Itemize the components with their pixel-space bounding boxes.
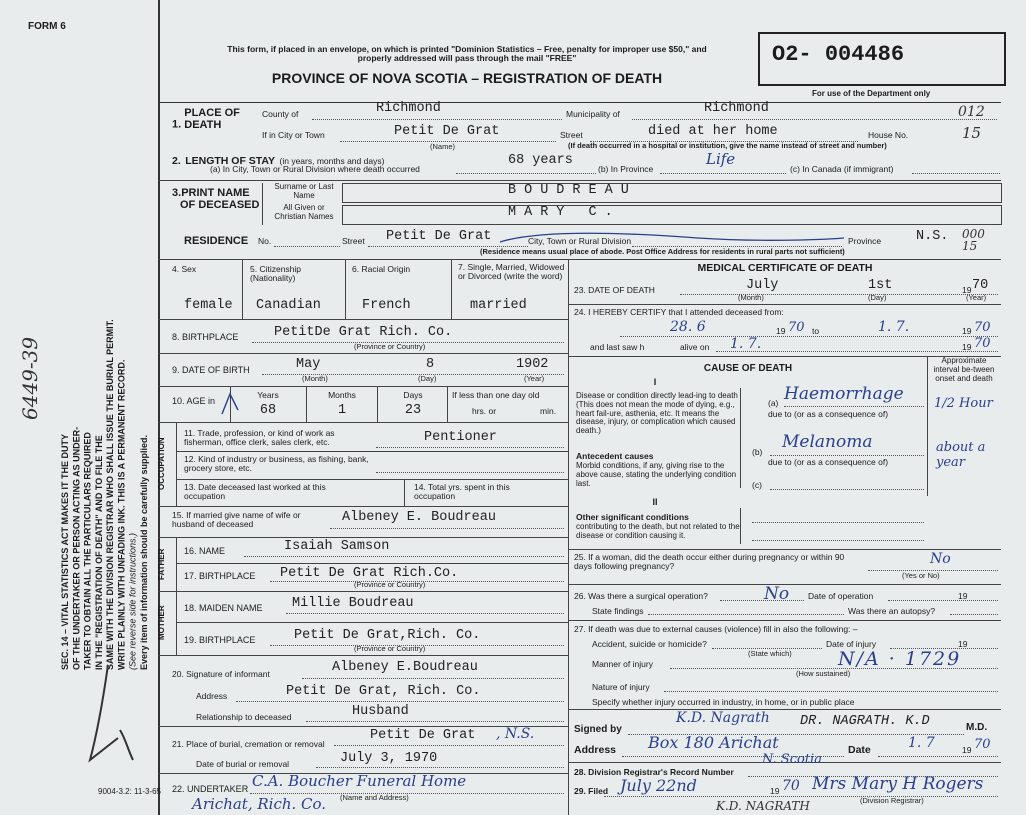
cause-a-value: Haemorrhage (784, 384, 904, 404)
signed-date-value: 1. 7 (908, 735, 935, 751)
occupation-side-label: OCCUPATION (157, 437, 166, 491)
spouse-value: Albeney E. Boudreau (342, 510, 496, 525)
occ-last-worked-label: 13. Date deceased last worked at this occupation (184, 482, 326, 502)
municipality-mark: 012 (958, 104, 985, 120)
city-value: Petit De Grat (394, 124, 500, 139)
informant-address-value: Petit De Grat, Rich. Co. (286, 684, 481, 699)
manner-hand: N/A · 1729 (838, 648, 962, 670)
sex-label: 4. Sex (172, 264, 197, 274)
age-days-value: 23 (404, 403, 422, 418)
undertaker-hand-2: Arichat, Rich. Co. (192, 795, 327, 813)
dob-month: May (296, 357, 321, 372)
relationship-value: Husband (352, 704, 409, 719)
surname-box (342, 183, 1002, 203)
md-label: M.D. (966, 722, 988, 733)
certify-to: 1. 7. (878, 319, 910, 335)
father-side-label: FATHER (157, 548, 166, 580)
racial-origin-value: French (362, 298, 411, 313)
mother-maiden-label: 18. MAIDEN NAME (184, 603, 263, 613)
father-name-value: Isaiah Samson (284, 539, 390, 554)
informant-value: Albeney E.Boudreau (332, 660, 478, 675)
last-saw-label: and last saw h (590, 342, 645, 352)
dob-year: 1902 (516, 357, 549, 372)
dob-year-sub: (Year) (524, 374, 545, 383)
filed-date-hand: July 22nd (620, 776, 697, 795)
informant-address-label: Address (196, 691, 228, 701)
rule-header (158, 102, 1001, 103)
stay-a-value: 68 years (508, 153, 573, 168)
given-names-value: MARY C. (508, 205, 621, 220)
undertaker-hand: C.A. Boucher Funeral Home (252, 772, 467, 790)
city-label: If in City or Town (262, 130, 325, 140)
death-date-year: 70 (972, 278, 989, 293)
citizenship-label: 5. Citizenship (Nationality) (250, 264, 302, 284)
death-date-label: 23. DATE OF DEATH (574, 285, 655, 295)
external-causes-label: 27. If death was due to external causes (violence) fill in also the following: – (574, 624, 858, 634)
age-months-label: Months (328, 390, 356, 400)
signed-address-value: Box 180 Arichat (648, 733, 779, 752)
age-min-label: min. (540, 406, 557, 416)
surname-value: BOUDREAU (508, 183, 637, 198)
age-less-than-day-label: If less than one day old (452, 390, 540, 400)
citizenship-value: Canadian (256, 298, 321, 313)
alive-on-label: alive on (680, 342, 710, 352)
racial-origin-label: 6. Racial Origin (352, 264, 411, 274)
registrar-signature: Mrs Mary H Rogers (812, 774, 984, 794)
form-title: PROVINCE OF NOVA SCOTIA – REGISTRATION OF DEATH (271, 70, 663, 86)
informant-label: 20. Signature of informant (172, 669, 270, 679)
municipality-label: Municipality of (566, 109, 620, 119)
age-hrs-label: hrs. or (472, 406, 497, 416)
side-instructions: SEC. 14 – VITAL STATISTICS ACT MAKES IT THE DUTY OF THE UNDERTAKER OR PERSON ACTING AS UNDER- TAKER TO OBTAIN ALL THE PARTICULARS REQUIRED IN THE "REGISTRATION OF DEATH" AND TO FILE THE SAME WITH THE DIVISION REGISTRAR WHO SHALL ISSUE THE BURIAL PERMIT. WRITE PLAINLY WITH UNFADING INK. THIS IS A PERMANENT RECORD. (See reverse side for instructions.) Every item of information should be carefully supplied. (60, 319, 149, 670)
cause-title: CAUSE OF DEATH (703, 363, 793, 374)
house-value: 15 (962, 124, 982, 142)
residence-province-label: Province (848, 236, 882, 246)
residence-mark: 000 15 (962, 227, 985, 253)
residence-street-value: Petit De Grat (386, 229, 492, 244)
dob-day-sub: (Day) (418, 374, 437, 383)
mother-birthplace-sub: (Province or Country) (354, 644, 426, 653)
marital-value: married (470, 298, 527, 313)
stay-b-value: Life (706, 150, 736, 168)
relationship-label: Relationship to deceased (196, 712, 292, 722)
disease-label: Disease or condition directly lead-ing to death (This does not mean the mode of dying, e.g., heart fail-ure, asthenia, etc. It means the disease, injury, or complication which caused death.) (576, 391, 738, 436)
cause-section-1: I (653, 377, 657, 387)
age-years-label: Years (257, 390, 279, 400)
residence-street-label: Street (342, 236, 365, 246)
given-names-label: All Given or Christian Names (274, 203, 334, 221)
pregnancy-sub: (Yes or No) (902, 571, 940, 580)
cause-a-label: (a) (768, 398, 779, 408)
signed-year-prefix: 19 (962, 745, 972, 755)
signed-address-label: Address (574, 744, 617, 756)
signed-year: 70 (974, 737, 991, 752)
hospital-note: (If death occurred in a hospital or institution, give the name instead of street and number) (568, 141, 887, 150)
postal-note: This form, if placed in an envelope, on which is printed "Dominion Statistics – Free, penalty for improper use $50," and properly addressed will pass through the mail "FREE" (227, 44, 707, 64)
burial-place-hand: , N.S. (496, 726, 535, 742)
stay-a-label: (a) In City, Town or Rural Division where death occurred (210, 164, 420, 174)
cause-b-label: (b) (752, 447, 763, 457)
signed-hand: K.D. Nagrath (676, 710, 770, 726)
specify-label: Specify whether injury occurred in industry, in home, or in public place (592, 697, 855, 707)
occ-trade-label: 11. Trade, profession, or kind of work as fisherman, office clerk, sales clerk, etc. (184, 428, 335, 448)
certify-to-19: 19 (962, 326, 972, 336)
injury-date-label: Date of injury (826, 639, 877, 649)
given-names-box (342, 205, 1002, 225)
signed-typed: DR. NAGRATH. K.D (800, 714, 930, 729)
state-which-label: (State which) (748, 649, 792, 658)
death-date-year-sub: (Year) (966, 293, 987, 302)
certify-to-label: to (812, 326, 820, 336)
pregnancy-label: 25. If a woman, did the death occur either during pregnancy or within 90 days following pregnancy? (574, 552, 845, 572)
certify-label: 24. I HEREBY CERTIFY that I attended deceased from: (574, 307, 784, 317)
filed-year: 70 (782, 778, 800, 794)
filed-label: 29. Filed (574, 786, 609, 796)
residence-label: RESIDENCE (184, 235, 249, 247)
surgery-date-19: 19 (958, 591, 968, 601)
residence-province-value: N.S. (916, 229, 949, 244)
footer-name: K.D. NAGRATH (716, 799, 810, 813)
interval-label: Approximate interval be-tween onset and death (933, 356, 995, 383)
father-name-label: 16. NAME (184, 546, 226, 556)
place-of-death-label: 1. PLACE OF DEATH (172, 107, 240, 131)
pregnancy-value: No (930, 551, 951, 567)
length-of-stay-label: 2. LENGTH OF STAY (in years, months and days) (172, 155, 385, 167)
nature-label: Nature of injury (592, 682, 650, 692)
burial-place-label: 21. Place of burial, cremation or removal (172, 739, 325, 749)
stay-c-label: (c) In Canada (if immigrant) (790, 164, 894, 174)
birthplace-value: PetitDe Grat Rich. Co. (274, 325, 453, 340)
mother-side-label: MOTHER (157, 605, 166, 641)
death-date-day-sub: (Day) (868, 293, 887, 302)
mother-birthplace-value: Petit De Grat,Rich. Co. (294, 628, 481, 643)
cause-section-2: II (652, 497, 658, 507)
occ-industry-label: 12. Kind of industry or business, as fishing, bank, grocery store, etc. (184, 454, 369, 474)
antecedent-label: Antecedent causes (576, 451, 654, 461)
record-number-hand: N. Scotia (762, 752, 822, 767)
certify-year-2: 70 (974, 320, 991, 335)
undertaker-label: 22. UNDERTAKER (172, 784, 249, 794)
record-number-label: 28. Division Registrar's Record Number (574, 767, 734, 777)
stay-b-label: (b) In Province (598, 164, 654, 174)
age-months-value: 1 (337, 403, 347, 418)
age-days-label: Days (403, 390, 423, 400)
other-conditions-label: Other significant conditions (576, 512, 689, 522)
street-label: Street (560, 130, 583, 140)
injury-date-19: 19 (958, 639, 968, 649)
residence-city-label: City, Town or Rural Division (528, 236, 632, 246)
residence-no-label: No. (258, 236, 272, 246)
last-saw-year: 70 (974, 336, 991, 351)
burial-date-label: Date of burial or removal (196, 759, 290, 769)
death-date-day: 1st (868, 278, 893, 293)
form-label: FORM 6 (28, 21, 66, 32)
certify-year-1: 70 (788, 320, 805, 335)
surgery-value: No (764, 584, 790, 604)
form-code: 9004-3.2: 11-3-65 (98, 787, 162, 796)
cause-b-value: Melanoma (782, 432, 873, 452)
other-brace (740, 508, 745, 544)
certify-from: 28. 6 (670, 319, 706, 335)
city-name-sublabel: (Name) (430, 142, 456, 151)
county-value: Richmond (376, 101, 441, 116)
death-date-month-sub: (Month) (738, 293, 764, 302)
filed-year-prefix: 19 (770, 786, 780, 796)
house-label: House No. (868, 130, 909, 140)
mother-maiden-value: Millie Boudreau (292, 596, 414, 611)
birthplace-sub: (Province or Country) (354, 342, 426, 351)
residence-note: (Residence means usual place of abode. Post Office Address for residents in rural parts not sufficient) (480, 247, 845, 256)
findings-label: State findings (592, 606, 644, 616)
burial-date-value: July 3, 1970 (340, 751, 438, 766)
cause-a-due: due to (or as a consequence of) (768, 409, 889, 419)
spouse-label: 15. If married give name of wife or husband of deceased (172, 510, 301, 530)
last-saw-date: 1. 7. (730, 336, 762, 352)
other-conditions-sub: contributing to the death, but not related to the disease or condition causing it. (576, 522, 740, 540)
deceased-name-label: 3.PRINT NAME OF DECEASED (172, 187, 260, 212)
cause-b-interval: about a year (936, 440, 986, 470)
sex-value: female (184, 298, 233, 313)
burial-place-value: Petit De Grat (370, 728, 476, 743)
mother-birthplace-label: 19. BIRTHPLACE (184, 635, 256, 645)
registration-number: O2- 004486 (772, 42, 905, 67)
cause-c-label: (c) (752, 480, 762, 490)
dob-day: 8 (426, 357, 435, 372)
father-birthplace-label: 17. BIRTHPLACE (184, 571, 256, 581)
father-birthplace-sub: (Province or Country) (354, 580, 426, 589)
dob-label: 9. DATE OF BIRTH (172, 365, 250, 375)
accident-label: Accident, suicide or homicide? (592, 639, 707, 649)
side-handwritten-number: 6449-39 (18, 336, 42, 420)
marital-label: 7. Single, Married, Widowed or Divorced (write the word) (458, 262, 565, 282)
father-birthplace-value: Petit De Grat Rich.Co. (280, 566, 459, 581)
last-saw-19: 19 (962, 342, 972, 352)
death-date-year-prefix: 19 (962, 285, 972, 295)
undertaker-sub: (Name and Address) (340, 793, 409, 802)
registrar-sub: (Division Registrar) (860, 796, 924, 805)
signed-date-label: Date (848, 744, 871, 756)
age-label: 10. AGE in (172, 396, 216, 406)
age-pen-mark (218, 388, 248, 423)
dept-use-note: For use of the Department only (812, 89, 931, 98)
county-label: County of (262, 109, 299, 119)
manner-label: Manner of injury (592, 659, 653, 669)
cause-b-due: due to (or as a consequence of) (768, 457, 889, 467)
death-date-month: July (746, 278, 779, 293)
surgery-label: 26. Was there a surgical operation? (574, 591, 708, 601)
antecedent-sub: Morbid conditions, if any, giving rise to the above cause, stating the underlying condition last. (576, 461, 737, 488)
signed-label: Signed by (574, 724, 622, 735)
autopsy-label: Was there an autopsy? (848, 606, 936, 616)
street-value: died at her home (648, 124, 778, 139)
municipality-value: Richmond (704, 101, 769, 116)
signature-scrawl (78, 660, 138, 775)
left-margin-rule (158, 0, 160, 815)
cause-a-interval: 1/2 Hour (934, 396, 993, 411)
age-years-value: 68 (259, 403, 277, 418)
surgery-date-label: Date of operation (808, 591, 874, 601)
certify-from-19: 19 (776, 326, 786, 336)
surname-label: Surname or Last Name (274, 182, 334, 200)
birthplace-label: 8. BIRTHPLACE (172, 332, 239, 342)
occ-total-years-label: 14. Total yrs. spent in this occupation (414, 482, 510, 502)
dob-month-sub: (Month) (302, 374, 328, 383)
occ-trade-value: Pentioner (424, 430, 497, 445)
medical-certificate-title: MEDICAL CERTIFICATE OF DEATH (697, 262, 873, 274)
how-sustained-label: (How sustained) (796, 669, 851, 678)
